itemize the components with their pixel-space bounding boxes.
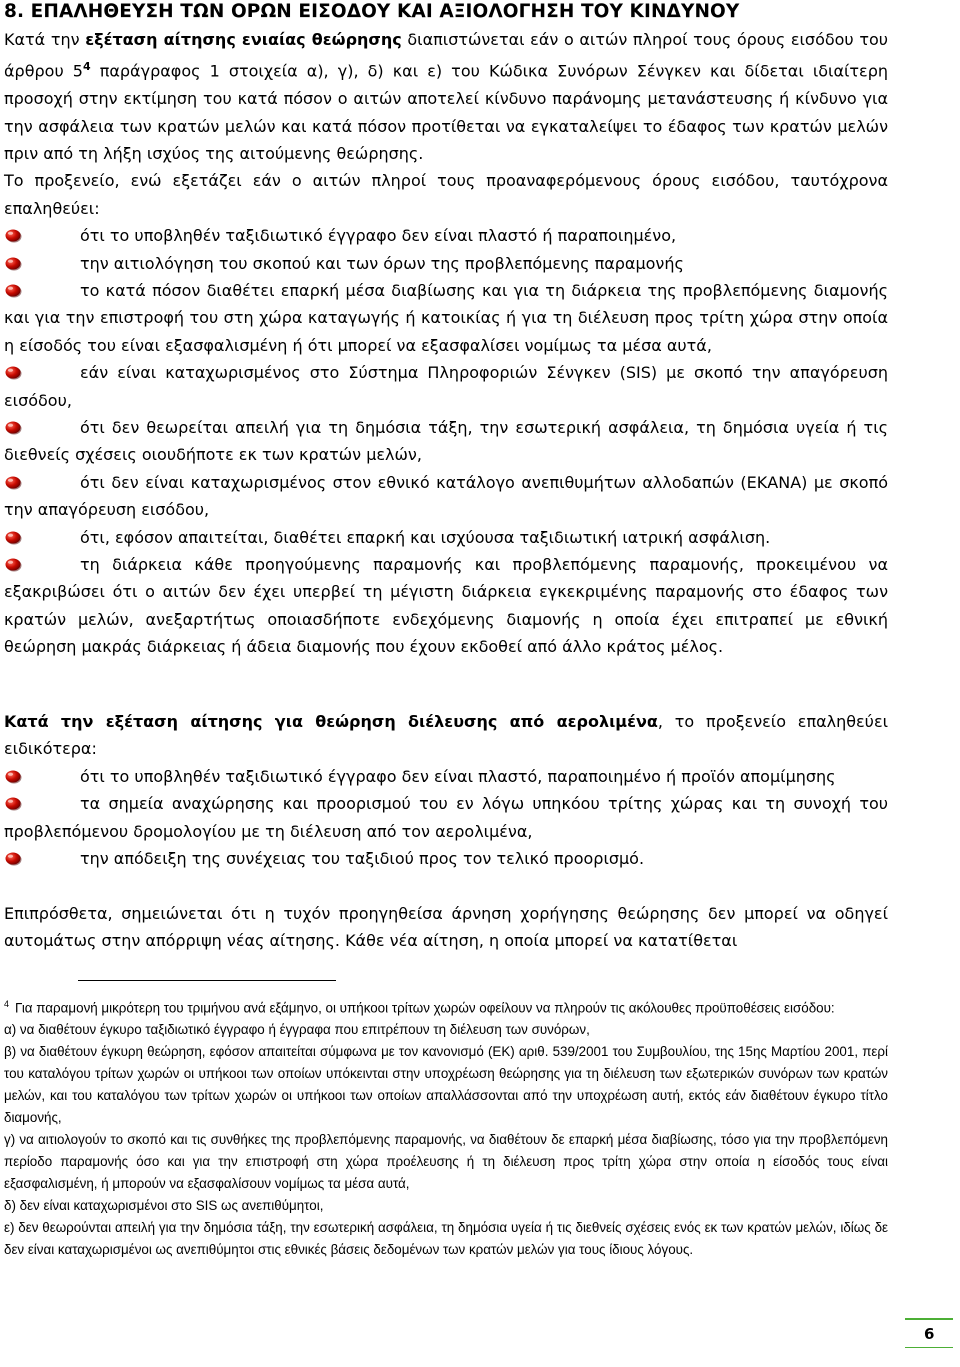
intro-bold: εξέταση αίτησης ενιαίας θεώρησης (85, 30, 402, 49)
consulate-paragraph: Το προξενείο, ενώ εξετάζει εάν ο αιτών πληροί τους προαναφερόμενους όρους εισόδου, ταυτόχρονα επαληθεύει: (4, 171, 888, 218)
bullet-icon (4, 421, 22, 435)
footnote-line: ε) δεν θεωρούνται απειλή για την δημόσια τάξη, την εσωτερική ασφάλεια, τη δημόσια υγεία ή τις διεθνείς σχέσεις ενός εκ των κρατών μελών, ιδίως δε δεν είναι καταχωρισμένοι ως ανεπιθύμητοι στις εθνικές βάσεις δεδομένων των κρατών μελών για τους ίδιους λόγους. (4, 1220, 888, 1258)
bullet-icon (4, 770, 22, 784)
list-item: ότι δεν θεωρείται απειλή για τη δημόσια τάξη, την εσωτερική ασφάλεια, τη δημόσια υγεία ή τις διεθνείς σχέσεις οιουδήποτε εκ των κρατών μελών, (4, 418, 888, 465)
transit-paragraph (4, 708, 888, 763)
bullet-icon (4, 366, 22, 380)
bullet-icon (4, 531, 22, 545)
section-heading: 8. ΕΠΑΛΗΘΕΥΣΗ ΤΩΝ ΟΡΩΝ ΕΙΣΟΔΟΥ ΚΑΙ ΑΞΙΟΛΟΓΗΣΗ ΤΟΥ ΚΙΝΔΥΝΟΥ (4, 1, 740, 22)
bullet-icon (4, 852, 22, 866)
list-item: την αιτιολόγηση του σκοπού και των όρων της προβλεπόμενης παραμονής (4, 250, 888, 277)
list-item: την απόδειξη της συνέχειας του ταξιδιού προς τον τελικό προορισμό. (4, 845, 888, 872)
footnote-line: δ) δεν είναι καταχωρισμένοι στο SIS ως ανεπιθύμητοι, (4, 1198, 324, 1214)
transit-section (4, 708, 888, 872)
bullet-icon (4, 558, 22, 572)
bullet-icon (4, 284, 22, 298)
section-body (4, 26, 888, 661)
bullet-icon (4, 797, 22, 811)
footnote (4, 993, 888, 1261)
footnote-reference: 4 (82, 60, 91, 74)
transit-text: , το προξενείο επαληθεύει ειδικότερα: (4, 712, 889, 759)
list-item: τη διάρκεια κάθε προηγούμενης παραμονής και προβλεπόμενης παραμονής, προκειμένου να εξακριβώσει ότι ο αιτών δεν έχει υπερβεί τη μέγιστη διάρκεια εγκεκριμένης παραμονής στο έδαφος των κρατών μελών, ανεξαρτήτως οποιασδήποτε ενδεχόμενης διαμονής η οποία έχει επιτραπεί με εθνική θεώρηση μακράς διάρκειας ή άδεια διαμονής που έχουν εκδοθεί από άλλο κράτος μέλος. (4, 555, 888, 657)
list-item: τα σημεία αναχώρησης και προορισμού του εν λόγω υπηκόου τρίτης χώρας και τη συνοχή του προβλεπόμενου δρομολογίου με τη διέλευση από τον αερολιμένα, (4, 794, 888, 841)
list-item: το κατά πόσον διαθέτει επαρκή μέσα διαβίωσης και για τη διάρκεια της προβλεπόμενης διαμονής και για την επιστροφή του στη χώρα καταγωγής ή κατοικίας ή για τη διέλευση προς τρίτη χώρα στην οποία η είσοδός του είναι εξασφαλισμένη ή ότι μπορεί να εξασφαλίσει νομίμως τα μέσα αυτά, (4, 280, 888, 355)
list-item: εάν είναι καταχωρισμένος στο Σύστημα Πληροφοριών Σένγκεν (SIS) με σκοπό την απαγόρευση εισόδου, (4, 363, 888, 410)
transit-bold: Κατά την εξέταση αίτησης για θεώρηση διέλευσης από αερολιμένα (4, 712, 658, 731)
footnote-mark: 4 (4, 999, 10, 1009)
bullet-icon (4, 257, 22, 271)
closing-section (4, 900, 888, 955)
page-number-rule (905, 1318, 953, 1320)
bullet-icon (4, 229, 22, 243)
page-number: 6 (924, 1325, 935, 1343)
intro-text-b: παράγραφος 1 στοιχεία α), γ), δ) και ε) του Κώδικα Συνόρων Σένγκεν και δίδεται ιδιαίτερη προσοχή στην εκτίμηση του κατά πόσον ο αιτών αποτελεί κίνδυνο παράνομης μετανάστευσης ή κίνδυνο για την ασφάλεια των κρατών μελών και κατά πόσον προτίθεται να εγκαταλείψει το έδαφος των κρατών μελών πριν από τη λήξη ισχύος της αιτούμενης θεώρησης. (4, 61, 888, 163)
list-item: ότι, εφόσον απαιτείται, διαθέτει επαρκή και ισχύουσα ταξιδιωτική ιατρική ασφάλιση. (4, 524, 888, 551)
footnote-line: γ) να αιτιολογούν το σκοπό και τις συνθήκες της προβλεπόμενης παραμονής, να διαθέτουν δε επαρκή μέσα διαβίωσης, τόσο για την προβλεπόμενη περίοδο παραμονής όσο και για την επιστροφή στη χώρα προέλευσης ή τη διέλευση προς τρίτη χώρα στην οποία η είσοδός τους είναι εξασφαλισμένη, ή μπορούν να εξασφαλίσουν νομίμως τα μέσα αυτά, (4, 1132, 888, 1192)
list-item: ότι δεν είναι καταχωρισμένος στον εθνικό κατάλογο ανεπιθυμήτων αλλοδαπών (ΕΚΑΝΑ) με σκοπό την απαγόρευση εισόδου, (4, 472, 888, 520)
list-item: ότι το υποβληθέν ταξιδιωτικό έγγραφο δεν είναι πλαστό, παραποιημένο ή προϊόν απομίμησης (4, 763, 888, 790)
closing-paragraph: Επιπρόσθετα, σημειώνεται ότι η τυχόν προηγηθείσα άρνηση χορήγησης θεώρησης δεν μπορεί να οδηγεί αυτομάτως στην απόρριψη νέας αίτησης. Κάθε νέα αίτηση, η οποία μπορεί να κατατίθεται (4, 904, 888, 951)
intro-lead: Κατά την (4, 30, 86, 49)
consulate-checklist (4, 222, 888, 661)
footnote-line: $^4$ Για παραμονή μικρότερη του τριμήνου ανά εξάμηνο, οι υπήκοοι τρίτων χωρών οφείλουν να πληρούν τις ακόλουθες προϋποθέσεις εισόδου: (4, 999, 835, 1016)
intro-paragraph (4, 26, 888, 167)
list-item: ότι το υποβληθέν ταξιδιωτικό έγγραφο δεν είναι πλαστό ή παραποιημένο, (4, 222, 888, 249)
footnote-line: α) να διαθέτουν έγκυρο ταξιδιωτικό έγγραφο ή έγγραφα που επιτρέπουν τη διέλευση των συνόρων, (4, 1022, 590, 1038)
intro-text-a: διαπιστώνεται εάν ο αιτών πληροί τους όρους εισόδου του άρθρου 5 (4, 30, 889, 81)
footnote-separator (78, 980, 336, 981)
footnote-line: β) να διαθέτουν έγκυρη θεώρηση, εφόσον απαιτείται σύμφωνα με τον κανονισμό (ΕΚ) αριθ. 539/2001 του Συμβουλίου, της 15ης Μαρτίου 2001, περί του καταλόγου τρίτων χωρών οι υπήκοοι των οποίων υπόκεινται στην υποχρέωση θεώρησης για τη διέλευση των εξωτερικών συνόρων των κρατών μελών, και του καταλόγου των τρίτων χωρών οι υπήκοοι των οποίων απαλλάσσονται από την υποχρέωση αυτή, εκτός εάν διαθέτουν έγκυρο τίτλο διαμονής, (4, 1044, 888, 1126)
bullet-icon (4, 476, 22, 490)
transit-checklist (4, 763, 888, 873)
